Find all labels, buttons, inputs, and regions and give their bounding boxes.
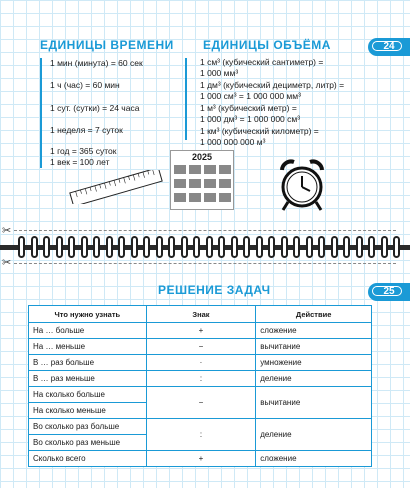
time-line: 1 век = 100 лет bbox=[50, 157, 110, 167]
time-vertical-bar bbox=[40, 58, 42, 168]
binding-ring bbox=[93, 236, 100, 258]
binding-ring bbox=[168, 236, 175, 258]
action-cell: вычитание bbox=[256, 387, 372, 419]
binding-ring bbox=[306, 236, 313, 258]
table-row bbox=[29, 371, 372, 387]
binding-ring bbox=[293, 236, 300, 258]
sign-cell: + bbox=[146, 451, 256, 467]
operations-table bbox=[28, 305, 372, 467]
sign-cell: : bbox=[146, 419, 256, 451]
sign-cell: − bbox=[146, 387, 256, 419]
cut-line bbox=[14, 230, 396, 231]
calendar-grid bbox=[171, 163, 233, 207]
what-cell: На сколько меньше bbox=[29, 403, 147, 419]
volume-units-heading: ЕДИНИЦЫ ОБЪЁМА bbox=[203, 38, 331, 52]
column-header: Действие bbox=[256, 306, 372, 323]
action-cell: вычитание bbox=[256, 339, 372, 355]
what-cell: Во сколько раз меньше bbox=[29, 435, 147, 451]
time-units-heading: ЕДИНИЦЫ ВРЕМЕНИ bbox=[40, 38, 174, 52]
time-line: 1 сут. (сутки) = 24 часа bbox=[50, 103, 140, 113]
what-cell: Во сколько раз больше bbox=[29, 419, 147, 435]
binding-ring bbox=[106, 236, 113, 258]
table-header-row bbox=[29, 306, 372, 323]
what-cell: В … раз меньше bbox=[29, 371, 147, 387]
binding-ring bbox=[193, 236, 200, 258]
binding-ring bbox=[81, 236, 88, 258]
binding-ring bbox=[68, 236, 75, 258]
sign-cell: : bbox=[146, 371, 256, 387]
volume-vertical-bar bbox=[185, 58, 187, 140]
sign-cell: − bbox=[146, 339, 256, 355]
cut-line bbox=[14, 263, 396, 264]
problem-solving-heading: РЕШЕНИЕ ЗАДАЧ bbox=[158, 283, 271, 297]
action-cell: умножение bbox=[256, 355, 372, 371]
time-line: 1 ч (час) = 60 мин bbox=[50, 80, 120, 90]
binding-ring bbox=[381, 236, 388, 258]
table-row bbox=[29, 419, 372, 435]
what-cell: В … раз больше bbox=[29, 355, 147, 371]
action-cell: сложение bbox=[256, 323, 372, 339]
time-line: 1 неделя = 7 суток bbox=[50, 125, 123, 135]
volume-line: 1 000 000 000 м³ bbox=[200, 137, 266, 147]
binding-ring bbox=[243, 236, 250, 258]
binding-ring bbox=[31, 236, 38, 258]
volume-line: 1 дм³ (кубический дециметр, литр) = bbox=[200, 80, 345, 90]
binding-ring bbox=[281, 236, 288, 258]
spiral-binding bbox=[0, 225, 410, 269]
binding-ring bbox=[206, 236, 213, 258]
page-number-badge: 24 bbox=[368, 38, 410, 56]
binding-ring bbox=[181, 236, 188, 258]
table-row bbox=[29, 387, 372, 403]
time-line: 1 год = 365 суток bbox=[50, 146, 117, 156]
scissors-icon: ✂ bbox=[2, 257, 12, 269]
volume-line: 1 000 дм³ = 1 000 000 см³ bbox=[200, 114, 301, 124]
volume-line: 1 м³ (кубический метр) = bbox=[200, 103, 297, 113]
what-cell: Сколько всего bbox=[29, 451, 147, 467]
scissors-icon: ✂ bbox=[2, 225, 12, 237]
calendar-year: 2025 bbox=[191, 152, 213, 162]
table-row bbox=[29, 451, 372, 467]
binding-ring bbox=[18, 236, 25, 258]
binding-ring bbox=[343, 236, 350, 258]
action-cell: деление bbox=[256, 371, 372, 387]
alarm-clock-icon bbox=[272, 158, 332, 214]
ruler-icon bbox=[66, 170, 166, 204]
table-row bbox=[29, 355, 372, 371]
binding-ring bbox=[393, 236, 400, 258]
binding-ring bbox=[218, 236, 225, 258]
binding-ring bbox=[143, 236, 150, 258]
action-cell: деление bbox=[256, 419, 372, 451]
table-row bbox=[29, 339, 372, 355]
binding-ring bbox=[331, 236, 338, 258]
time-line: 1 мин (минута) = 60 сек bbox=[50, 58, 143, 68]
binding-ring bbox=[231, 236, 238, 258]
volume-line: 1 см³ (кубический сантиметр) = bbox=[200, 57, 324, 67]
column-header: Знак bbox=[146, 306, 256, 323]
page-number-badge: 25 bbox=[368, 283, 410, 301]
binding-ring bbox=[256, 236, 263, 258]
binding-ring bbox=[118, 236, 125, 258]
binding-ring bbox=[356, 236, 363, 258]
binding-ring bbox=[43, 236, 50, 258]
what-cell: На … больше bbox=[29, 323, 147, 339]
sign-cell: · bbox=[146, 355, 256, 371]
volume-line: 1 км³ (кубический километр) = bbox=[200, 126, 319, 136]
top-page bbox=[0, 0, 410, 228]
binding-ring bbox=[56, 236, 63, 258]
what-cell: На сколько больше bbox=[29, 387, 147, 403]
binding-ring bbox=[318, 236, 325, 258]
column-header: Что нужно узнать bbox=[29, 306, 147, 323]
action-cell: сложение bbox=[256, 451, 372, 467]
volume-line: 1 000 мм³ bbox=[200, 68, 239, 78]
binding-ring bbox=[368, 236, 375, 258]
binding-ring bbox=[268, 236, 275, 258]
table-row bbox=[29, 323, 372, 339]
binding-ring bbox=[156, 236, 163, 258]
volume-line: 1 000 см³ = 1 000 000 мм³ bbox=[200, 91, 301, 101]
calendar-icon bbox=[170, 150, 234, 210]
sign-cell: + bbox=[146, 323, 256, 339]
binding-ring bbox=[131, 236, 138, 258]
bottom-page bbox=[0, 268, 410, 488]
what-cell: На … меньше bbox=[29, 339, 147, 355]
